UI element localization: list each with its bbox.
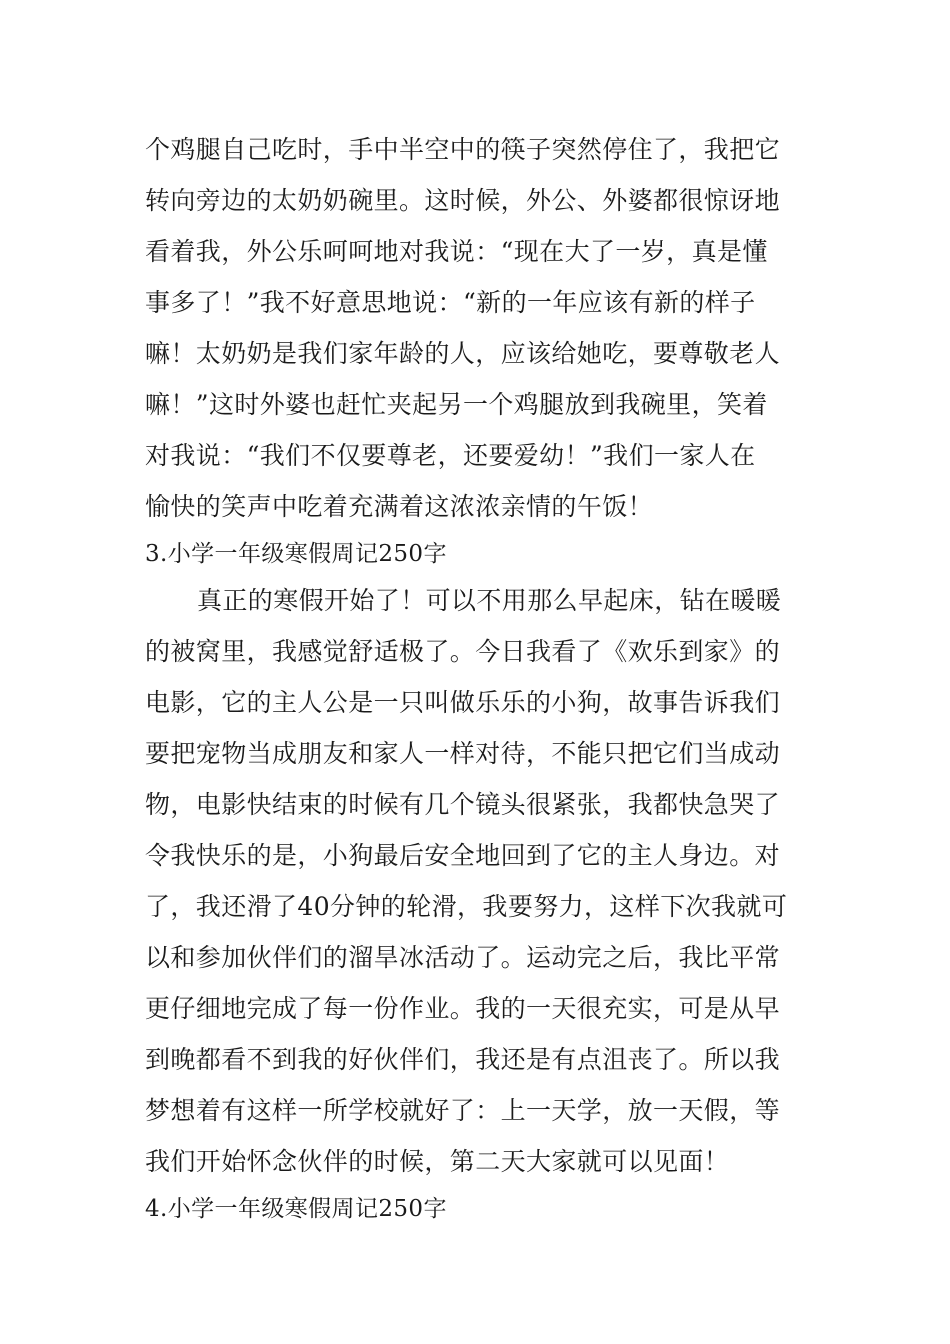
text-line: 梦想着有这样一所学校就好了：上一天学，放一天假，等 [145,1096,781,1125]
text-line: 真正的寒假开始了！可以不用那么早起床，钻在暖暖 [197,586,782,615]
text-line: 以和参加伙伴们的溜旱冰活动了。运动完之后，我比平常 [145,943,781,972]
text-line: 令我快乐的是，小狗最后安全地回到了它的主人身边。对 [145,841,781,870]
text-line: 看着我，外公乐呵呵地对我说：“现在大了一岁，真是懂 [145,237,768,266]
text-line: 物，电影快结束的时候有几个镜头很紧张，我都快急哭了 [145,790,781,819]
text-line: 电影，它的主人公是一只叫做乐乐的小狗，故事告诉我们 [145,688,781,717]
section-heading-4: 4.小学一年级寒假周记250字 [145,1196,447,1222]
text-line: 要把宠物当成朋友和家人一样对待，不能只把它们当成动 [145,739,781,768]
text-line: 对我说：“我们不仅要尊老，还要爱幼！”我们一家人在 [145,441,756,470]
section-heading-3: 3.小学一年级寒假周记250字 [145,541,447,567]
text-line: 个鸡腿自己吃时，手中半空中的筷子突然停住了，我把它 [145,135,781,164]
text-line: 到晚都看不到我的好伙伴们，我还是有点沮丧了。所以我 [145,1045,781,1074]
text-line: 转向旁边的太奶奶碗里。这时候，外公、外婆都很惊讶地 [145,186,781,215]
text-line: 嘛！”这时外婆也赶忙夹起另一个鸡腿放到我碗里，笑着 [145,390,768,419]
text-line: 我们开始怀念伙伴的时候，第二天大家就可以见面！ [145,1147,730,1176]
text-line: 了，我还滑了40分钟的轮滑，我要努力，这样下次我就可 [145,892,788,921]
text-line: 更仔细地完成了每一份作业。我的一天很充实，可是从早 [145,994,781,1023]
text-line: 嘛！太奶奶是我们家年龄的人，应该给她吃，要尊敬老人 [145,339,781,368]
text-line: 的被窝里，我感觉舒适极了。今日我看了《欢乐到家》的 [145,637,781,666]
text-line: 愉快的笑声中吃着充满着这浓浓亲情的午饭！ [145,492,654,521]
text-line: 事多了！”我不好意思地说：“新的一年应该有新的样子 [145,288,756,317]
